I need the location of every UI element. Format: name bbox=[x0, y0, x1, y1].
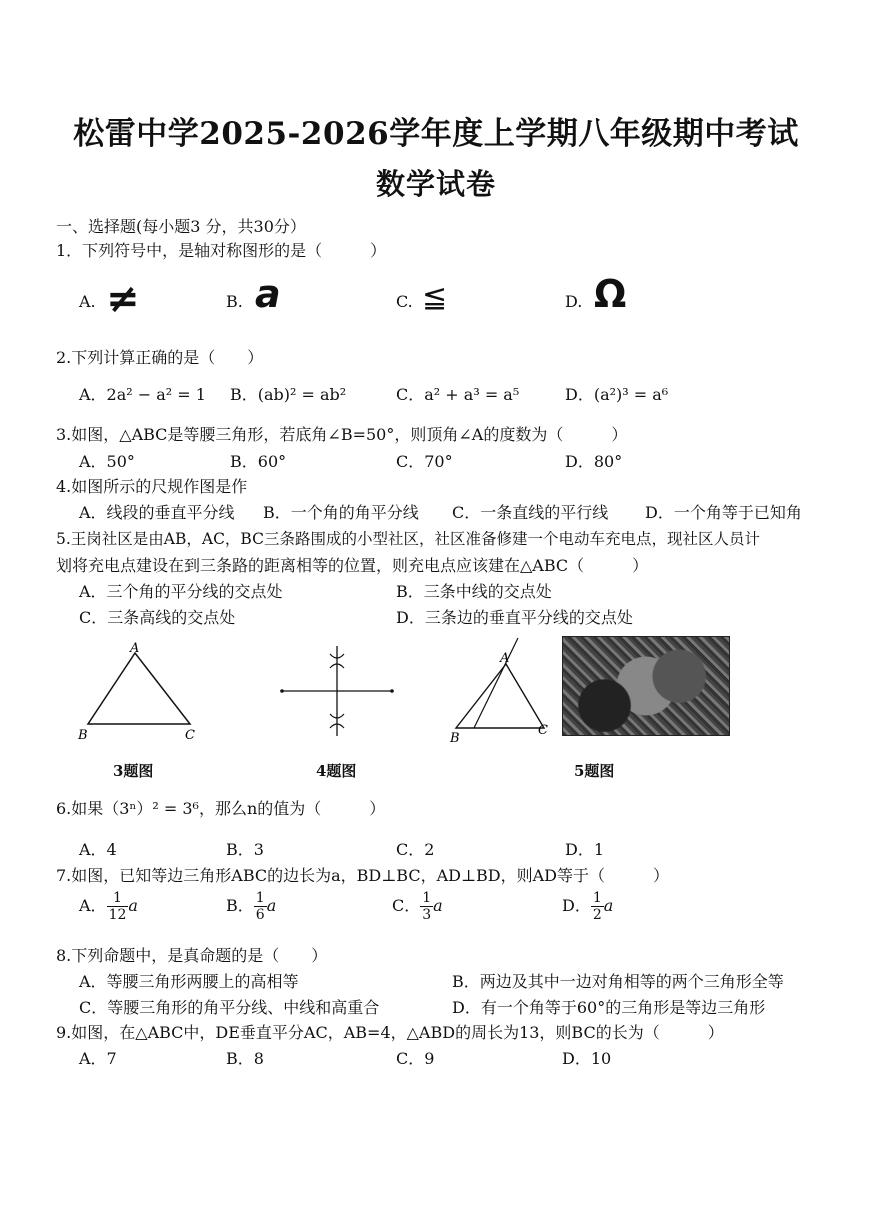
q9-option-d: D．10 bbox=[562, 1049, 612, 1068]
not-equal-symbol: ≠ bbox=[106, 276, 140, 322]
less-equal-symbol: ≦ bbox=[422, 280, 448, 315]
q8-text: 8.下列命题中，是真命题的是（ ） bbox=[56, 946, 328, 965]
q7-option-c bbox=[392, 890, 443, 923]
q4-option-d: D．一个角等于已知角 bbox=[645, 503, 802, 522]
q8-option-a: A．等腰三角形两腰上的高相等 bbox=[79, 972, 299, 991]
q2-option-b: B．(ab)² = ab² bbox=[230, 385, 347, 404]
q7-d-denominator: 2 bbox=[592, 907, 602, 923]
figure-q9-triangle bbox=[444, 636, 556, 746]
q1-option-b-label: B. bbox=[226, 292, 243, 311]
section-heading: 一、选择题(每小题3 分，共30分） bbox=[56, 217, 306, 236]
omega-symbol: Ω bbox=[594, 272, 627, 316]
q7-option-b bbox=[226, 890, 276, 923]
q7-c-denominator: 3 bbox=[422, 907, 432, 923]
q9-option-c: C．9 bbox=[396, 1049, 435, 1068]
exam-subtitle: 数学试卷 bbox=[375, 167, 496, 201]
q7-option-d-fraction bbox=[591, 890, 604, 923]
q7-option-c-label: C． bbox=[392, 896, 421, 915]
q9-text: 9.如图，在△ABC中，DE垂直平分AC，AB=4，△ABD的周长为13，则BC的长为（ ） bbox=[56, 1023, 724, 1042]
fig9-label-a: A bbox=[500, 651, 510, 666]
letter-a-symbol: a bbox=[255, 272, 281, 316]
figure-5-photo bbox=[562, 636, 730, 736]
q7-option-b-fraction bbox=[254, 890, 267, 923]
q5-option-a: A．三个角的平分线的交点处 bbox=[79, 582, 283, 601]
q1-text: 1．下列符号中，是轴对称图形的是（ ） bbox=[56, 241, 387, 260]
exam-title: 松雷中学2025-2026学年度上学期八年级期中考试 bbox=[73, 116, 799, 152]
q7-b-denominator: 6 bbox=[255, 907, 265, 923]
fig3-caption: 3题图 bbox=[113, 762, 154, 780]
q8-option-d: D．有一个角等于60°的三角形是等边三角形 bbox=[452, 998, 766, 1017]
q4-option-c: C．一条直线的平行线 bbox=[452, 503, 609, 522]
q5-option-d: D．三条边的垂直平分线的交点处 bbox=[396, 608, 633, 627]
q6-option-a: A．4 bbox=[79, 840, 117, 859]
q5-text-line2: 划将充电点建设在到三条路的距离相等的位置，则充电点应该建在△ABC（ ） bbox=[56, 556, 649, 575]
q2-option-c: C．a² + a³ = a⁵ bbox=[396, 385, 520, 404]
q7-text: 7.如图，已知等边三角形ABC的边长为a，BD⊥BC，AD⊥BD，则AD等于（ ） bbox=[56, 866, 669, 885]
q7-c-numerator: 1 bbox=[422, 890, 432, 906]
q1-option-c-label: C. bbox=[396, 292, 413, 311]
q3-option-c: C．70° bbox=[396, 452, 453, 471]
fig4-caption: 4题图 bbox=[316, 762, 357, 780]
figure-3-triangle bbox=[70, 638, 210, 748]
q2-text: 2.下列计算正确的是（ ） bbox=[56, 348, 264, 367]
q7-c-var: a bbox=[433, 896, 443, 915]
q3-option-d: D．80° bbox=[565, 452, 623, 471]
q9-option-a: A．7 bbox=[79, 1049, 117, 1068]
fig3-label-b: B bbox=[78, 728, 88, 743]
q3-option-b: B．60° bbox=[230, 452, 287, 471]
q7-option-d bbox=[562, 890, 613, 923]
q7-b-numerator: 1 bbox=[255, 890, 265, 906]
q2-option-d: D．(a²)³ = a⁶ bbox=[565, 385, 669, 404]
q3-text: 3.如图，△ABC是等腰三角形，若底角∠B=50°，则顶角∠A的度数为（ ） bbox=[56, 425, 628, 444]
q7-option-b-label: B． bbox=[226, 896, 254, 915]
fig3-label-c: C bbox=[185, 728, 195, 743]
q4-option-a: A．线段的垂直平分线 bbox=[79, 503, 235, 522]
q7-option-a bbox=[79, 890, 138, 923]
q1-option-d-label: D. bbox=[565, 292, 583, 311]
q7-option-c-fraction bbox=[420, 890, 433, 923]
q6-option-c: C．2 bbox=[396, 840, 435, 859]
q5-option-c: C．三条高线的交点处 bbox=[79, 608, 236, 627]
q7-option-a-fraction bbox=[107, 890, 129, 923]
q7-option-a-label: A． bbox=[79, 896, 107, 915]
q7-a-numerator: 1 bbox=[107, 890, 129, 907]
q6-option-d: D．1 bbox=[565, 840, 605, 859]
q5-text-line1: 5.王岗社区是由AB，AC，BC三条路围成的小型社区，社区准备修建一个电动车充电点，现社区人员计 bbox=[56, 530, 760, 548]
q2-option-a: A．2a² − a² = 1 bbox=[79, 385, 206, 404]
q7-d-var: a bbox=[603, 896, 614, 915]
q9-option-b: B．8 bbox=[226, 1049, 264, 1068]
q6-option-b: B．3 bbox=[226, 840, 264, 859]
q4-option-b: B．一个角的角平分线 bbox=[263, 503, 419, 522]
q8-option-c: C．等腰三角形的角平分线、中线和高重合 bbox=[79, 998, 380, 1017]
fig9-label-c: C bbox=[538, 723, 548, 738]
fig9-label-b: B bbox=[450, 731, 460, 746]
fig3-label-a: A bbox=[130, 641, 140, 656]
q7-a-var: a bbox=[128, 896, 138, 915]
q7-a-denominator: 12 bbox=[108, 907, 127, 923]
figure-4-construction bbox=[276, 642, 402, 742]
q7-b-var: a bbox=[266, 896, 277, 915]
q4-text: 4.如图所示的尺规作图是作 bbox=[56, 477, 248, 496]
q3-option-a: A．50° bbox=[79, 452, 135, 471]
q5-option-b: B．三条中线的交点处 bbox=[396, 582, 552, 601]
q1-option-a-label: A. bbox=[79, 292, 96, 311]
q6-text: 6.如果（3ⁿ）² = 3⁶，那么n的值为（ ） bbox=[56, 799, 386, 818]
q8-option-b: B．两边及其中一边对角相等的两个三角形全等 bbox=[452, 972, 784, 991]
fig5-caption: 5题图 bbox=[574, 762, 615, 780]
q7-d-numerator: 1 bbox=[592, 890, 602, 906]
q7-option-d-label: D． bbox=[562, 896, 591, 915]
